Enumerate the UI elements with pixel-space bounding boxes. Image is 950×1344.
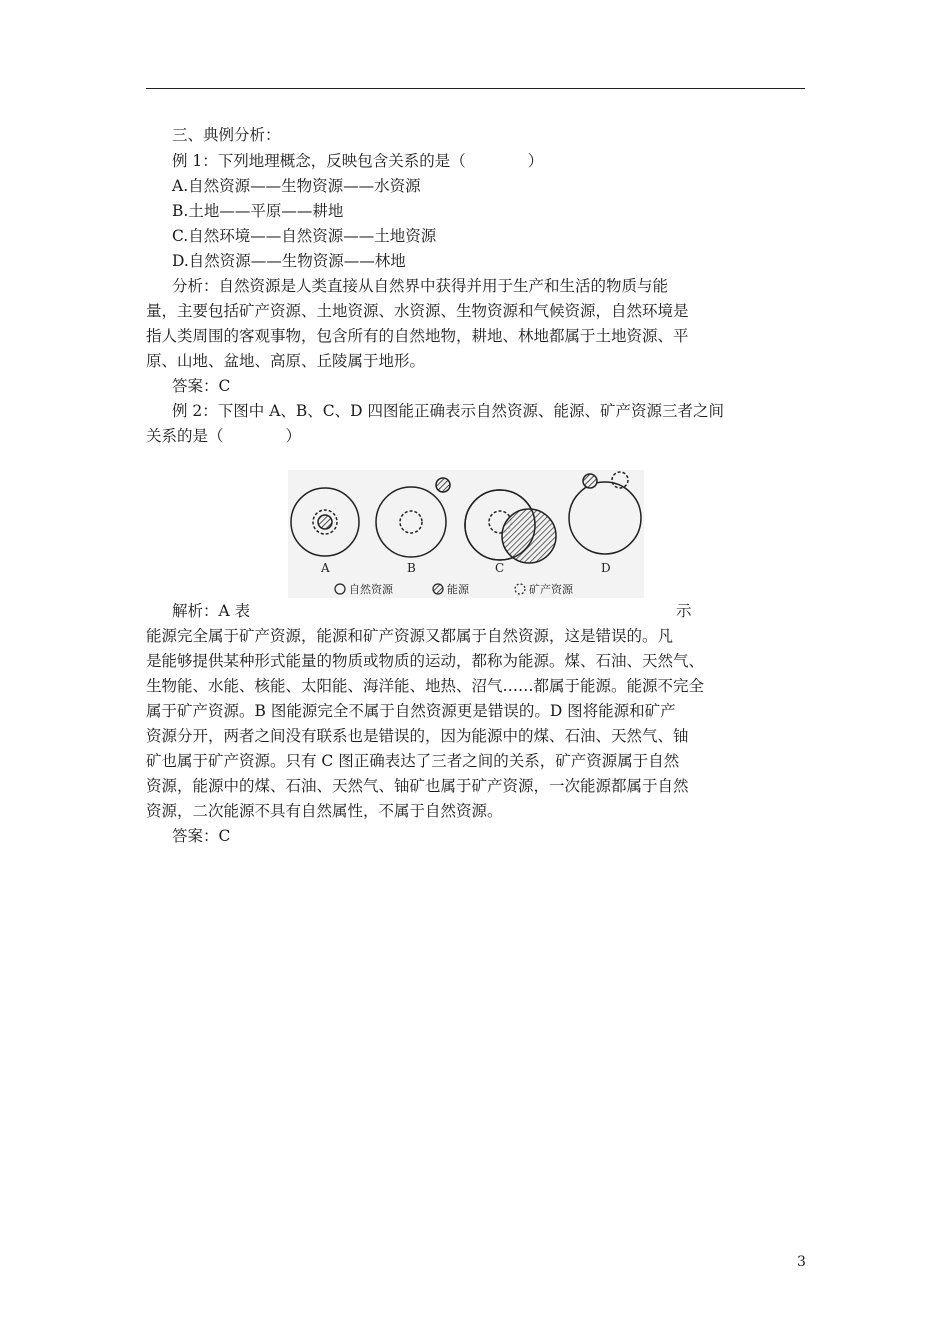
example1-answer: 答案：C [172,377,231,395]
example1-analysis-line: 原、山地、盆地、高原、丘陵属于地形。 [146,352,426,370]
example2-answer: 答案：C [172,827,231,845]
energy-circle-c [502,509,556,563]
energy-circle-b [436,478,450,492]
example2-explanation-line: 生物能、水能、核能、太阳能、海洋能、地热、沼气……都属于能源。能源不完全 [146,677,705,695]
panel-label-d: D [601,561,611,575]
example2-explanation-start-right: 示 [676,602,692,620]
example2-question-line: 例 2：下图中 A、B、C、D 四图能正确表示自然资源、能源、矿产资源三者之间 [172,402,725,420]
example1-option-a: A.自然资源——生物资源——水资源 [172,177,421,195]
page-number: 3 [797,1254,806,1270]
example1-analysis-line: 量，主要包括矿产资源、土地资源、水资源、生物资源和气候资源，自然环境是 [146,302,689,320]
example1-analysis-line: 指人类周围的客观事物，包含所有的自然地物，耕地、林地都属于土地资源、平 [146,327,689,345]
legend-natural-label: 自然资源 [349,583,393,596]
example1-option-c: C.自然环境——自然资源——土地资源 [172,227,437,245]
panel-label-a: A [321,561,330,575]
venn-figure [288,470,644,598]
example2-explanation-start: 解析：A 表 [172,602,251,620]
legend-mineral-label: 矿产资源 [529,583,573,596]
example2-explanation-line: 资源，能源中的煤、石油、天然气、铀矿也属于矿产资源，一次能源都属于自然 [146,777,689,795]
example1-option-d: D.自然资源——生物资源——林地 [172,252,406,270]
example2-question-line: 关系的是（ ） [146,427,302,445]
legend-energy-label: 能源 [447,583,469,596]
panel-label-c: C [495,561,505,575]
example2-explanation-line: 资源，二次能源不具有自然属性，不属于自然资源。 [146,802,503,820]
section-title: 三、典例分析： [172,126,281,144]
example2-explanation-line: 属于矿产资源。B 图能源完全不属于自然资源更是错误的。D 图将能源和矿产 [146,702,676,720]
example1-option-b: B.土地——平原——耕地 [172,202,344,220]
example1-question: 例 1：下列地理概念，反映包含关系的是（ ） [172,152,544,170]
energy-circle-d [583,474,597,488]
energy-circle-a [318,515,332,529]
example2-explanation-line: 矿也属于矿产资源。只有 C 图正确表达了三者之间的关系，矿产资源属于自然 [146,752,680,770]
figure-legend [335,582,574,596]
header-rule [146,88,805,89]
example2-explanation-line: 资源分开，两者之间没有联系也是错误的，因为能源中的煤、石油、天然气、铀 [146,727,689,745]
panel-label-b: B [407,561,416,575]
example2-explanation-line: 是能够提供某种形式能量的物质或物质的运动，都称为能源。煤、石油、天然气、 [146,652,705,670]
legend-energy-icon [433,584,443,594]
example2-explanation-line: 能源完全属于矿产资源，能源和矿产资源又都属于自然资源，这是错误的。凡 [146,627,674,645]
example1-analysis-line: 分析：自然资源是人类直接从自然界中获得并用于生产和生活的物质与能 [172,277,669,295]
